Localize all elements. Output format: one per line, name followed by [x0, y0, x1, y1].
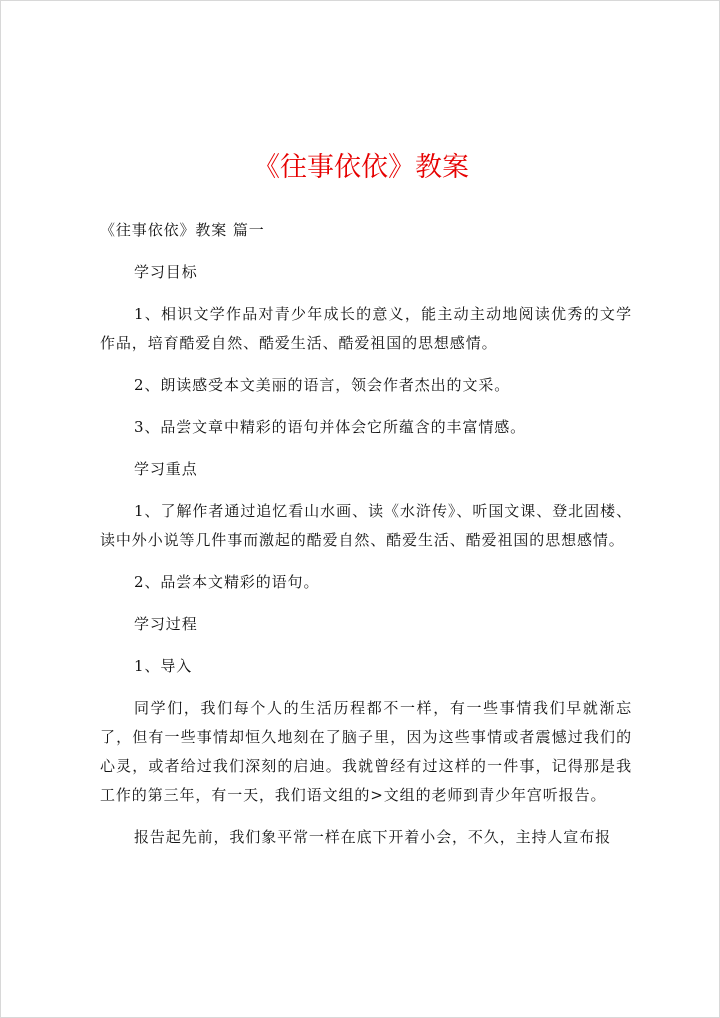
- document-title: 《往事依依》教案: [253, 152, 469, 183]
- paragraph-objective-1: 1、相识文学作品对青少年成长的意义，能主动主动地阅读优秀的文学作品，培育酷爱自然、酷爱生活、酷爱祖国的思想感情。: [100, 305, 632, 352]
- subheading-process: 学习过程: [134, 615, 198, 633]
- paragraph-objective-2: 2、朗读感受本文美丽的语言，领会作者杰出的文采。: [134, 376, 511, 394]
- paragraph-key-point-1: 1、了解作者通过追忆看山水画、读《水浒传》、听国文课、登北固楼、读中外小说等几件事而激起的酷爱自然、酷爱生活、酷爱祖国的思想感情。: [100, 502, 632, 549]
- subheading-key-points: 学习重点: [134, 460, 198, 478]
- subheading-objectives: 学习目标: [134, 263, 198, 281]
- paragraph-report: 报告起先前，我们象平常一样在底下开着小会，不久，主持人宣布报: [134, 828, 612, 846]
- paragraph-introduction: 同学们，我们每个人的生活历程都不一样，有一些事情我们早就渐忘了，但有一些事情却恒久地刻在了脑子里，因为这些事情或者震憾过我们的心灵，或者给过我们深刻的启迪。我就曾经有过这样的一件事，记得那是我工作的第三年，有一天，我们语文组的>文组的老师到青少年宫听报告。: [100, 699, 632, 804]
- paragraph-introduction-label: 1、导入: [134, 657, 193, 675]
- document-body: [100, 216, 632, 865]
- paragraph-objective-3: 3、品尝文章中精彩的语句并体会它所蕴含的丰富情感。: [134, 418, 527, 436]
- section-heading: 《往事依依》教案 篇一: [100, 221, 265, 239]
- paragraph-key-point-2: 2、品尝本文精彩的语句。: [134, 573, 320, 591]
